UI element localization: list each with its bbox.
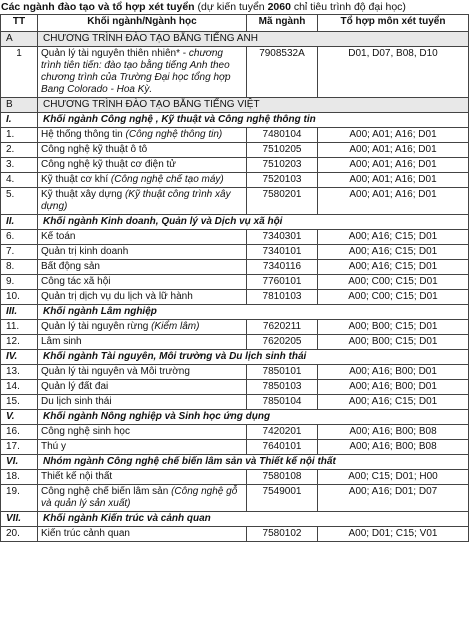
group-row	[1, 305, 469, 320]
row-major: Quản lý tài nguyên thiên nhiên* - chương trình tiên tiến: đào tạo bằng tiếng Anh theo chương trình của Trường Đại học tổng hợp Bang Colorado - Hoa Kỳ.	[38, 47, 247, 98]
row-tt: 7.	[1, 245, 38, 260]
table-row	[1, 230, 469, 245]
row-major: Quản lý tài nguyên rừng (Kiểm lâm)	[38, 320, 247, 335]
row-tt: 11.	[1, 320, 38, 335]
row-combo: A00; B00; C15; D01	[318, 320, 469, 335]
row-combo: A00; A01; A16; D01	[318, 188, 469, 215]
row-code: 7340301	[247, 230, 318, 245]
group-tt: II.	[1, 215, 38, 230]
row-tt: 14.	[1, 380, 38, 395]
table-row	[1, 275, 469, 290]
row-tt: 6.	[1, 230, 38, 245]
row-major: Hệ thống thông tin (Công nghệ thông tin)	[38, 128, 247, 143]
row-code: 7850103	[247, 380, 318, 395]
row-code: 7340116	[247, 260, 318, 275]
table-row	[1, 425, 469, 440]
table-row	[1, 395, 469, 410]
table-row	[1, 260, 469, 275]
row-combo: A00; A16; C15; D01	[318, 395, 469, 410]
row-combo: A00; A16; B00; D01	[318, 380, 469, 395]
row-combo: A00; A16; B00; B08	[318, 425, 469, 440]
group-title: Khối ngành Tài nguyên, Môi trường và Du lịch sinh thái	[38, 350, 469, 365]
table-header	[1, 15, 469, 32]
section-tt: A	[1, 32, 38, 47]
row-major: Quản lý tài nguyên và Môi trường	[38, 365, 247, 380]
row-code: 7340101	[247, 245, 318, 260]
group-title: Khối ngành Lâm nghiệp	[38, 305, 469, 320]
row-combo: A00; D01; C15; V01	[318, 527, 469, 542]
row-code: 7850101	[247, 365, 318, 380]
row-code: 7480104	[247, 128, 318, 143]
group-row	[1, 410, 469, 425]
row-combo: A00; A01; A16; D01	[318, 158, 469, 173]
row-code: 7640101	[247, 440, 318, 455]
table-row	[1, 290, 469, 305]
row-major: Kế toán	[38, 230, 247, 245]
group-row	[1, 512, 469, 527]
row-combo: A00; B00; C15; D01	[318, 335, 469, 350]
group-tt: III.	[1, 305, 38, 320]
row-code: 7760101	[247, 275, 318, 290]
row-combo: D01, D07, B08, D10	[318, 47, 469, 98]
row-combo: A00; A16; D01; D07	[318, 485, 469, 512]
row-tt: 20.	[1, 527, 38, 542]
table-row	[1, 380, 469, 395]
row-major: Thiết kế nội thất	[38, 470, 247, 485]
row-tt: 17.	[1, 440, 38, 455]
table-row	[1, 335, 469, 350]
row-major: Quản trị dịch vụ du lịch và lữ hành	[38, 290, 247, 305]
row-major: Công nghệ kỹ thuật cơ điện tử	[38, 158, 247, 173]
group-title: Khối ngành Kiến trúc và cảnh quan	[38, 512, 469, 527]
row-tt: 13.	[1, 365, 38, 380]
header-major: Khối ngành/Ngành học	[38, 15, 247, 32]
row-code: 7620211	[247, 320, 318, 335]
row-code: 7580201	[247, 188, 318, 215]
row-code: 7620205	[247, 335, 318, 350]
row-tt: 18.	[1, 470, 38, 485]
section-tt: B	[1, 98, 38, 113]
group-tt: V.	[1, 410, 38, 425]
row-combo: A00; C00; C15; D01	[318, 275, 469, 290]
header-tt: TT	[1, 15, 38, 32]
row-combo: A00; A01; A16; D01	[318, 128, 469, 143]
section-row-a	[1, 32, 469, 47]
row-code: 7580108	[247, 470, 318, 485]
table-row	[1, 158, 469, 173]
group-tt: I.	[1, 113, 38, 128]
row-code: 7510203	[247, 158, 318, 173]
row-combo: A00; A16; B00; B08	[318, 440, 469, 455]
row-major: Kỹ thuật xây dựng (Kỹ thuật công trình xây dựng)	[38, 188, 247, 215]
row-major: Công nghệ sinh học	[38, 425, 247, 440]
row-tt: 15.	[1, 395, 38, 410]
row-major: Bất động sản	[38, 260, 247, 275]
row-code: 7580102	[247, 527, 318, 542]
row-combo: A00; A01; A16; D01	[318, 143, 469, 158]
row-combo: A00; A16; C15; D01	[318, 245, 469, 260]
group-tt: IV.	[1, 350, 38, 365]
header-code: Mã ngành	[247, 15, 318, 32]
table-row	[1, 485, 469, 512]
table-row	[1, 188, 469, 215]
row-tt: 1.	[1, 128, 38, 143]
row-tt: 1	[1, 47, 38, 98]
row-major: Kiến trúc cảnh quan	[38, 527, 247, 542]
row-major: Quản trị kinh doanh	[38, 245, 247, 260]
table-caption: Các ngành đào tạo và tổ hợp xét tuyển (dự kiến tuyển 2060 chỉ tiêu trình độ đại học)	[1, 1, 406, 13]
table-row	[1, 527, 469, 542]
group-title: Khối ngành Nông nghiệp và Sinh học ứng dụng	[38, 410, 469, 425]
group-tt: VI.	[1, 455, 38, 470]
row-combo: A00; A16; B00; D01	[318, 365, 469, 380]
table-row	[1, 320, 469, 335]
row-tt: 4.	[1, 173, 38, 188]
row-tt: 8.	[1, 260, 38, 275]
group-row	[1, 455, 469, 470]
row-code: 7810103	[247, 290, 318, 305]
row-combo: A00; C00; C15; D01	[318, 290, 469, 305]
table-row	[1, 47, 469, 98]
row-major: Công nghệ chế biến lâm sản (Công nghệ gỗ và quản lý sản xuất)	[38, 485, 247, 512]
row-tt: 5.	[1, 188, 38, 215]
group-row	[1, 350, 469, 365]
row-tt: 19.	[1, 485, 38, 512]
group-title: Khối ngành Công nghệ , Kỹ thuật và Công nghệ thông tin	[38, 113, 469, 128]
group-title: Nhóm ngành Công nghệ chế biến lâm sản và Thiết kế nội thất	[38, 455, 469, 470]
row-code: 7420201	[247, 425, 318, 440]
section-title: CHƯƠNG TRÌNH ĐÀO TẠO BẰNG TIẾNG ANH	[38, 32, 469, 47]
row-code: 7908532A	[247, 47, 318, 98]
row-tt: 2.	[1, 143, 38, 158]
table-row	[1, 173, 469, 188]
row-tt: 16.	[1, 425, 38, 440]
header-combo: Tổ hợp môn xét tuyển	[318, 15, 469, 32]
table-row	[1, 470, 469, 485]
row-combo: A00; A16; C15; D01	[318, 260, 469, 275]
row-major: Kỹ thuật cơ khí (Công nghệ chế tạo máy)	[38, 173, 247, 188]
row-combo: A00; A01; A16; D01	[318, 173, 469, 188]
majors-table	[0, 14, 469, 542]
row-code: 7510205	[247, 143, 318, 158]
group-row	[1, 113, 469, 128]
table-row	[1, 245, 469, 260]
row-code: 7520103	[247, 173, 318, 188]
table-row	[1, 128, 469, 143]
row-code: 7549001	[247, 485, 318, 512]
row-tt: 9.	[1, 275, 38, 290]
row-major: Công tác xã hội	[38, 275, 247, 290]
group-title: Khối ngành Kinh doanh, Quản lý và Dịch vụ xã hội	[38, 215, 469, 230]
row-major: Công nghệ kỹ thuật ô tô	[38, 143, 247, 158]
table-row	[1, 440, 469, 455]
row-tt: 10.	[1, 290, 38, 305]
row-code: 7850104	[247, 395, 318, 410]
row-tt: 3.	[1, 158, 38, 173]
section-row-b	[1, 98, 469, 113]
row-major: Du lịch sinh thái	[38, 395, 247, 410]
row-combo: A00; A16; C15; D01	[318, 230, 469, 245]
row-combo: A00; C15; D01; H00	[318, 470, 469, 485]
row-tt: 12.	[1, 335, 38, 350]
row-major: Lâm sinh	[38, 335, 247, 350]
group-tt: VII.	[1, 512, 38, 527]
table-row	[1, 365, 469, 380]
table-row	[1, 143, 469, 158]
section-title: CHƯƠNG TRÌNH ĐÀO TẠO BẰNG TIẾNG VIỆT	[38, 98, 469, 113]
row-major: Quản lý đất đai	[38, 380, 247, 395]
group-row	[1, 215, 469, 230]
row-major: Thú y	[38, 440, 247, 455]
